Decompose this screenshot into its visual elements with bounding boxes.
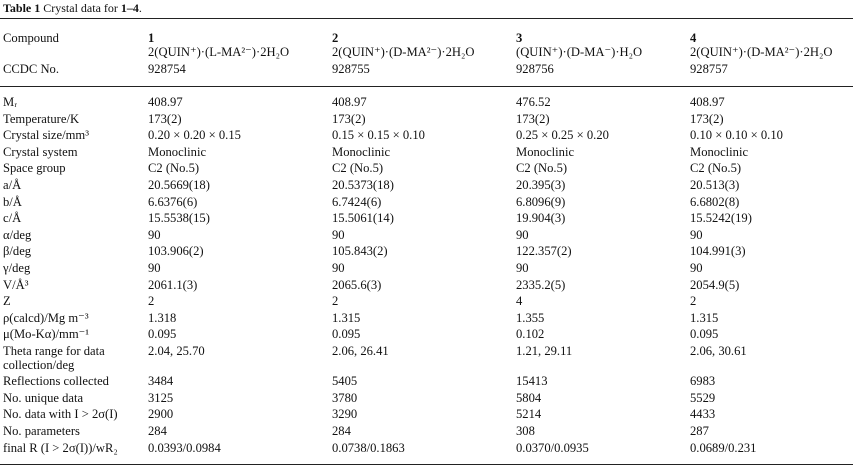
table-cell: 2.04, 25.70 bbox=[148, 344, 205, 358]
table-cell: 90 bbox=[332, 227, 345, 242]
row-label: No. data with I > 2σ(I) bbox=[3, 407, 118, 422]
table-cell: 408.97 bbox=[690, 95, 725, 109]
table-cell: 2900 bbox=[148, 407, 174, 422]
table-cell: 15.5061(14) bbox=[332, 211, 394, 226]
row-label: V/Å³ bbox=[3, 277, 29, 292]
table-cell: Monoclinic bbox=[516, 144, 575, 159]
row-label: Space group bbox=[3, 161, 66, 176]
row-label: Mᵣ bbox=[3, 95, 18, 109]
table-cell: 0.0689/0.231 bbox=[690, 440, 757, 455]
table-cell: 5529 bbox=[690, 390, 716, 405]
table-cell: 1.355 bbox=[516, 310, 545, 325]
bottom-rule bbox=[0, 464, 853, 465]
table-cell: 6983 bbox=[690, 374, 716, 389]
table-cell: 2 bbox=[148, 294, 155, 309]
table-cell: 2.06, 26.41 bbox=[332, 344, 389, 358]
header-rule bbox=[0, 86, 853, 87]
compound-2-ccdc: 928755 bbox=[332, 62, 370, 76]
table-caption-label: Table 1 bbox=[3, 1, 41, 15]
top-rule bbox=[0, 18, 853, 19]
table-cell: 284 bbox=[148, 424, 167, 438]
table-cell: 104.991(3) bbox=[690, 244, 746, 259]
table-cell: C2 (No.5) bbox=[148, 161, 200, 176]
table-cell: 6.7424(6) bbox=[332, 194, 382, 209]
compound-3-ccdc: 928756 bbox=[516, 62, 554, 76]
table-cell: 20.5669(18) bbox=[148, 178, 210, 192]
table-cell: 0.0370/0.0935 bbox=[516, 440, 589, 455]
table-cell: 90 bbox=[690, 261, 703, 275]
row-label: Temperature/K bbox=[3, 111, 80, 126]
row-label: No. parameters bbox=[3, 424, 80, 438]
row-label: Z bbox=[3, 294, 11, 309]
table-cell: 5405 bbox=[332, 374, 358, 389]
table-cell: Monoclinic bbox=[690, 144, 749, 159]
table-cell: 20.395(3) bbox=[516, 178, 566, 192]
compound-4-ccdc: 928757 bbox=[690, 62, 728, 76]
table-cell: 4433 bbox=[690, 407, 716, 422]
compound-2-formula: 2(QUIN⁺)·(D-MA²⁻)·2H₂O bbox=[332, 45, 475, 59]
table-cell: 0.095 bbox=[148, 327, 177, 342]
table-cell: 90 bbox=[148, 261, 161, 275]
table-cell: Monoclinic bbox=[332, 144, 391, 159]
table-cell: 1.315 bbox=[690, 310, 719, 325]
table-cell: C2 (No.5) bbox=[690, 161, 742, 176]
table-cell: 2054.9(5) bbox=[690, 277, 740, 292]
table-cell: 6.6802(8) bbox=[690, 194, 740, 209]
compound-3-number: 3 bbox=[516, 31, 523, 45]
table-cell: 0.095 bbox=[332, 327, 361, 342]
table-cell: Monoclinic bbox=[148, 144, 207, 159]
row-label: Reflections collected bbox=[3, 374, 109, 389]
table-cell: 20.5373(18) bbox=[332, 178, 394, 192]
table-cell: 3780 bbox=[332, 390, 358, 405]
row-label: a/Å bbox=[3, 178, 22, 192]
table-cell: 103.906(2) bbox=[148, 244, 204, 259]
table-cell: C2 (No.5) bbox=[332, 161, 384, 176]
row-label: c/Å bbox=[3, 211, 22, 226]
table-cell: 19.904(3) bbox=[516, 211, 566, 226]
table-cell: 0.10 × 0.10 × 0.10 bbox=[690, 128, 783, 143]
compound-3-formula: (QUIN⁺)·(D-MA⁻)·H₂O bbox=[516, 45, 643, 59]
row-label: b/Å bbox=[3, 194, 22, 209]
table-caption-compounds: 1–4 bbox=[120, 1, 139, 15]
table-cell: 0.0738/0.1863 bbox=[332, 440, 405, 455]
row-label: γ/deg bbox=[3, 261, 31, 275]
table-cell: 3125 bbox=[148, 390, 174, 405]
table-cell: 2 bbox=[690, 294, 697, 309]
table-cell: 90 bbox=[690, 227, 703, 242]
compound-4-formula: 2(QUIN⁺)·(D-MA²⁻)·2H₂O bbox=[690, 45, 833, 59]
table-cell: 1.315 bbox=[332, 310, 361, 325]
table-cell: 408.97 bbox=[332, 95, 367, 109]
table-cell: 287 bbox=[690, 424, 709, 438]
row-label: ρ(calcd)/Mg m⁻³ bbox=[3, 310, 89, 325]
table-cell: 2065.6(3) bbox=[332, 277, 382, 292]
compound-4-number: 4 bbox=[690, 31, 697, 45]
table-cell: 173(2) bbox=[148, 111, 182, 126]
table-caption-text: Crystal data for bbox=[40, 1, 121, 15]
table-cell: 2061.1(3) bbox=[148, 277, 198, 292]
table-cell: 105.843(2) bbox=[332, 244, 388, 259]
row-label: Crystal system bbox=[3, 144, 78, 159]
table-cell: C2 (No.5) bbox=[516, 161, 568, 176]
compound-header: Compound bbox=[3, 31, 59, 45]
table-cell: 2 bbox=[332, 294, 339, 309]
table-cell: 0.102 bbox=[516, 327, 545, 342]
table-cell: 15.5242(19) bbox=[690, 211, 752, 226]
table-cell: 20.513(3) bbox=[690, 178, 740, 192]
table-cell: 0.15 × 0.15 × 0.10 bbox=[332, 128, 425, 143]
table-cell: 2335.2(5) bbox=[516, 277, 566, 292]
row-label: Crystal size/mm³ bbox=[3, 128, 89, 143]
table-cell: 90 bbox=[148, 227, 161, 242]
table-cell: 90 bbox=[332, 261, 345, 275]
table-cell: 0.095 bbox=[690, 327, 719, 342]
table-cell: 0.25 × 0.25 × 0.20 bbox=[516, 128, 609, 143]
table-cell: 173(2) bbox=[690, 111, 724, 126]
compound-2-number: 2 bbox=[332, 31, 339, 45]
table-cell: 3484 bbox=[148, 374, 174, 389]
table-cell: 15413 bbox=[516, 374, 548, 389]
table-cell: 0.0393/0.0984 bbox=[148, 440, 221, 455]
table-cell: 0.20 × 0.20 × 0.15 bbox=[148, 128, 241, 143]
row-label: Theta range for data collection/deg bbox=[3, 344, 105, 372]
row-label: No. unique data bbox=[3, 390, 84, 405]
compound-1-ccdc: 928754 bbox=[148, 62, 186, 76]
compound-1-formula: 2(QUIN⁺)·(L-MA²⁻)·2H₂O bbox=[148, 45, 290, 59]
table-cell: 5804 bbox=[516, 390, 542, 405]
table-cell: 284 bbox=[332, 424, 351, 438]
table-cell: 5214 bbox=[516, 407, 542, 422]
table-caption-end: . bbox=[138, 1, 142, 15]
table-cell: 3290 bbox=[332, 407, 358, 422]
row-label: final R (I > 2σ(I))/wR₂ bbox=[3, 440, 118, 455]
table-cell: 122.357(2) bbox=[516, 244, 572, 259]
table-cell: 1.318 bbox=[148, 310, 177, 325]
table-cell: 15.5538(15) bbox=[148, 211, 210, 226]
table-cell: 6.8096(9) bbox=[516, 194, 566, 209]
table-caption bbox=[3, 1, 142, 16]
table-cell: 4 bbox=[516, 294, 523, 309]
ccdc-header: CCDC No. bbox=[3, 62, 59, 76]
table-cell: 476.52 bbox=[516, 95, 551, 109]
row-label: α/deg bbox=[3, 227, 32, 242]
table-cell: 90 bbox=[516, 227, 529, 242]
row-label: β/deg bbox=[3, 244, 32, 259]
table-cell: 173(2) bbox=[516, 111, 550, 126]
compound-1-number: 1 bbox=[148, 31, 155, 45]
table-cell: 173(2) bbox=[332, 111, 366, 126]
table-cell: 90 bbox=[516, 261, 529, 275]
row-label: μ(Mo-Kα)/mm⁻¹ bbox=[3, 327, 90, 342]
table-cell: 1.21, 29.11 bbox=[516, 344, 573, 358]
table-cell: 2.06, 30.61 bbox=[690, 344, 747, 358]
table-cell: 6.6376(6) bbox=[148, 194, 198, 209]
table-cell: 408.97 bbox=[148, 95, 183, 109]
table-cell: 308 bbox=[516, 424, 535, 438]
